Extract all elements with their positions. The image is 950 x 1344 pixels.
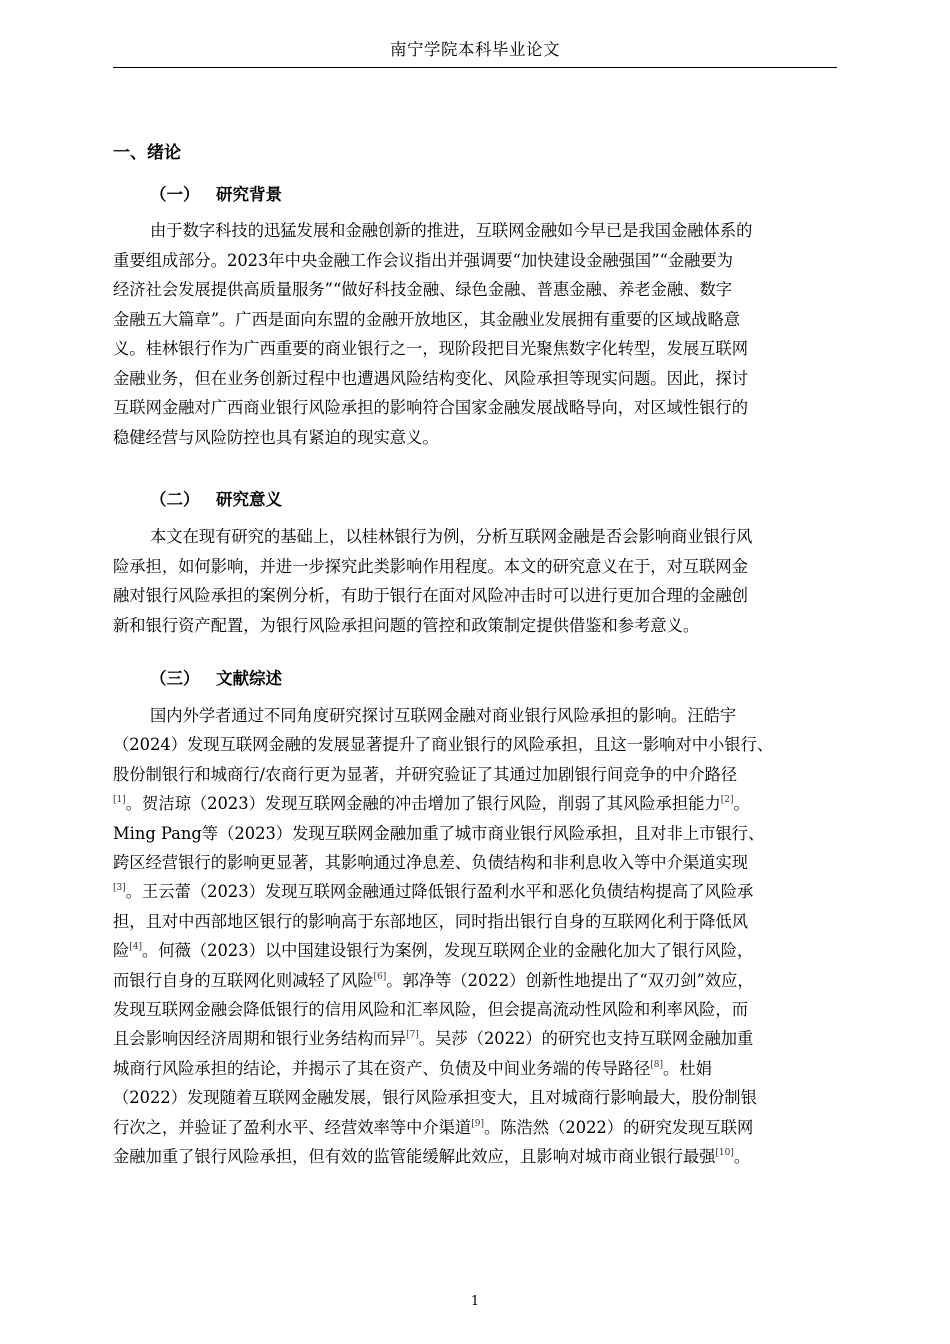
text-line [113,969,754,993]
subsection-heading-literature [150,665,282,689]
citation-ref: [7] [406,1030,419,1041]
text-span: Ming Pang等（2023）发现互联网金融加重了城市商业银行风险承担，且对非上市银行、 [113,823,765,843]
text-span: 。郭净等（2022）创新性地提出了“双刃剑”效应， [386,970,754,990]
text-line [113,278,732,302]
text-line [113,249,733,273]
text-span: 金融五大篇章”。广西是面向东盟的金融开放地区，其金融业发展拥有重要的区域战略意 [113,309,741,329]
text-span: （2024）发现互联网金融的发展显著提升了商业银行的风险承担，且这一影响对中小银行、 [113,735,774,755]
text-span: 重要组成部分。2023年中央金融工作会议指出并强调要“加快建设金融强国”“金融要为 [113,250,733,270]
citation-ref: [4] [129,942,143,953]
text-span: 股份制银行和城商行/农商行更为显著，并研究验证了其通过加剧银行间竞争的中介路径 [113,764,738,784]
text-span: 互联网金融对广西商业银行风险承担的影响符合国家金融发展战略导向，对区域性银行的 [113,398,748,417]
chapter-heading: 一、绪论 [113,143,181,163]
text-span: 。王云蕾（2023）发现互联网金融通过降低银行盈利水平和恶化负债结构提高了风险承 [125,882,754,902]
text-line [113,998,748,1022]
header-rule [113,67,837,68]
text-span: 经济社会发展提供高质量服务”“做好科技金融、绿色金融、普惠金融、养老金融、数字 [113,280,733,299]
text-span: 。何薇（2023）以中国建设银行为案例，发现互联网企业的金融化加大了银行风险， [142,941,754,961]
text-line [113,367,748,391]
citation-ref: [9] [471,1118,484,1129]
text-line [150,704,736,728]
text-line [113,733,773,757]
text-line [113,763,737,787]
citation-ref: [6] [373,971,387,982]
text-line [150,219,752,243]
subsection-title: 研究意义 [216,490,282,509]
text-span: 国内外学者通过不同角度研究探讨互联网金融对商业银行风险承担的影响。汪皓宇 [150,706,737,725]
text-span: 本文在现有研究的基础上，以桂林银行为例，分析互联网金融是否会影响商业银行风 [150,527,753,546]
citation-ref: [3] [113,883,126,894]
text-span: 。陈浩然（2022）的研究发现互联网 [483,1117,754,1137]
citation-ref: [2] [720,795,734,806]
text-span: 金融加重了银行风险承担，但有效的监管能缓解此效应，且影响对城市商业银行最强 [113,1147,716,1166]
page-number: 1 [470,1294,480,1309]
subsection-heading-background [150,181,282,205]
text-line [113,1145,750,1169]
text-line [150,525,752,549]
text-span: 由于数字科技的迅猛发展和金融创新的推进，互联网金融如今早已是我国金融体系的 [150,221,753,240]
text-line [113,555,748,579]
text-line [113,1057,712,1081]
text-line [113,426,439,450]
text-span: 。 [733,794,750,814]
citation-ref: [8] [650,1059,664,1070]
text-span: 。贺洁琼（2023）发现互联网金融的冲击增加了银行风险，削弱了其风险承担能力 [125,794,721,814]
subsection-number: （二） [150,490,200,509]
text-span: 担，且对中西部地区银行的影响高于东部地区，同时指出银行自身的互联网化利于降低风 [113,911,748,931]
text-span: 。杜娟 [663,1058,712,1078]
text-span: 险 [113,941,130,961]
text-line [113,939,753,963]
subsection-heading-significance [150,486,282,510]
text-span: 而银行自身的互联网化则减轻了风险 [113,970,374,990]
text-span: 融对银行风险承担的案例分析，有助于银行在面对风险冲击时可以进行更加合理的金融创 [113,586,748,605]
text-line [113,396,748,420]
text-span: 且会影响因经济周期和银行业务结构而异 [113,1029,407,1049]
text-line [113,880,753,904]
text-span: 。 [733,1147,751,1166]
header-title: 南宁学院本科毕业论文 [390,40,560,59]
text-span: 新和银行资产配置，为银行风险承担问题的管控和政策制定提供借鉴和参考意义。 [113,615,700,635]
text-span: 。吴莎（2022）的研究也支持互联网金融加重 [418,1029,754,1049]
subsection-title: 文献综述 [216,669,282,688]
citation-ref: [10] [715,1148,734,1158]
text-line [113,910,748,934]
text-span: 城商行风险承担的结论，并揭示了其在资产、负债及中间业务端的传导路径 [113,1058,651,1078]
subsection-number: （三） [150,669,200,688]
subsection-number: （一） [150,185,200,204]
text-line [113,1086,757,1110]
citation-ref: [1] [113,795,126,806]
subsection-title: 研究背景 [216,185,282,204]
text-span: 跨区经营银行的影响更显著，其影响通过净息差、负债结构和非利息收入等中介渠道实现 [113,853,748,872]
text-span: 发现互联网金融会降低银行的信用风险和汇率风险，但会提高流动性风险和利率风险，而 [113,1000,748,1019]
text-line [113,792,750,816]
text-line [113,614,699,638]
text-line [113,822,764,846]
text-span: （2022）发现随着互联网金融发展，银行风险承担变大，且对城商行影响最大，股份制银 [113,1088,757,1108]
text-line [113,337,748,361]
text-line [113,584,748,608]
text-span: 稳健经营与风险防控也具有紧迫的现实意义。 [113,427,439,447]
text-line [113,1027,753,1051]
text-span: 险承担，如何影响，并进一步探究此类影响作用程度。本文的研究意义在于，对互联网金 [113,556,748,576]
text-line [113,308,740,332]
text-span: 义。桂林银行作为广西重要的商业银行之一，现阶段把目光聚焦数字化转型，发展互联网 [113,339,748,358]
text-line [113,851,748,875]
text-span: 金融业务，但在业务创新过程中也遭遇风险结构变化、风险承担等现实问题。因此，探讨 [113,368,748,388]
page-header [113,30,837,70]
text-line [113,1116,753,1140]
text-span: 行次之，并验证了盈利水平、经营效率等中介渠道 [113,1117,472,1137]
